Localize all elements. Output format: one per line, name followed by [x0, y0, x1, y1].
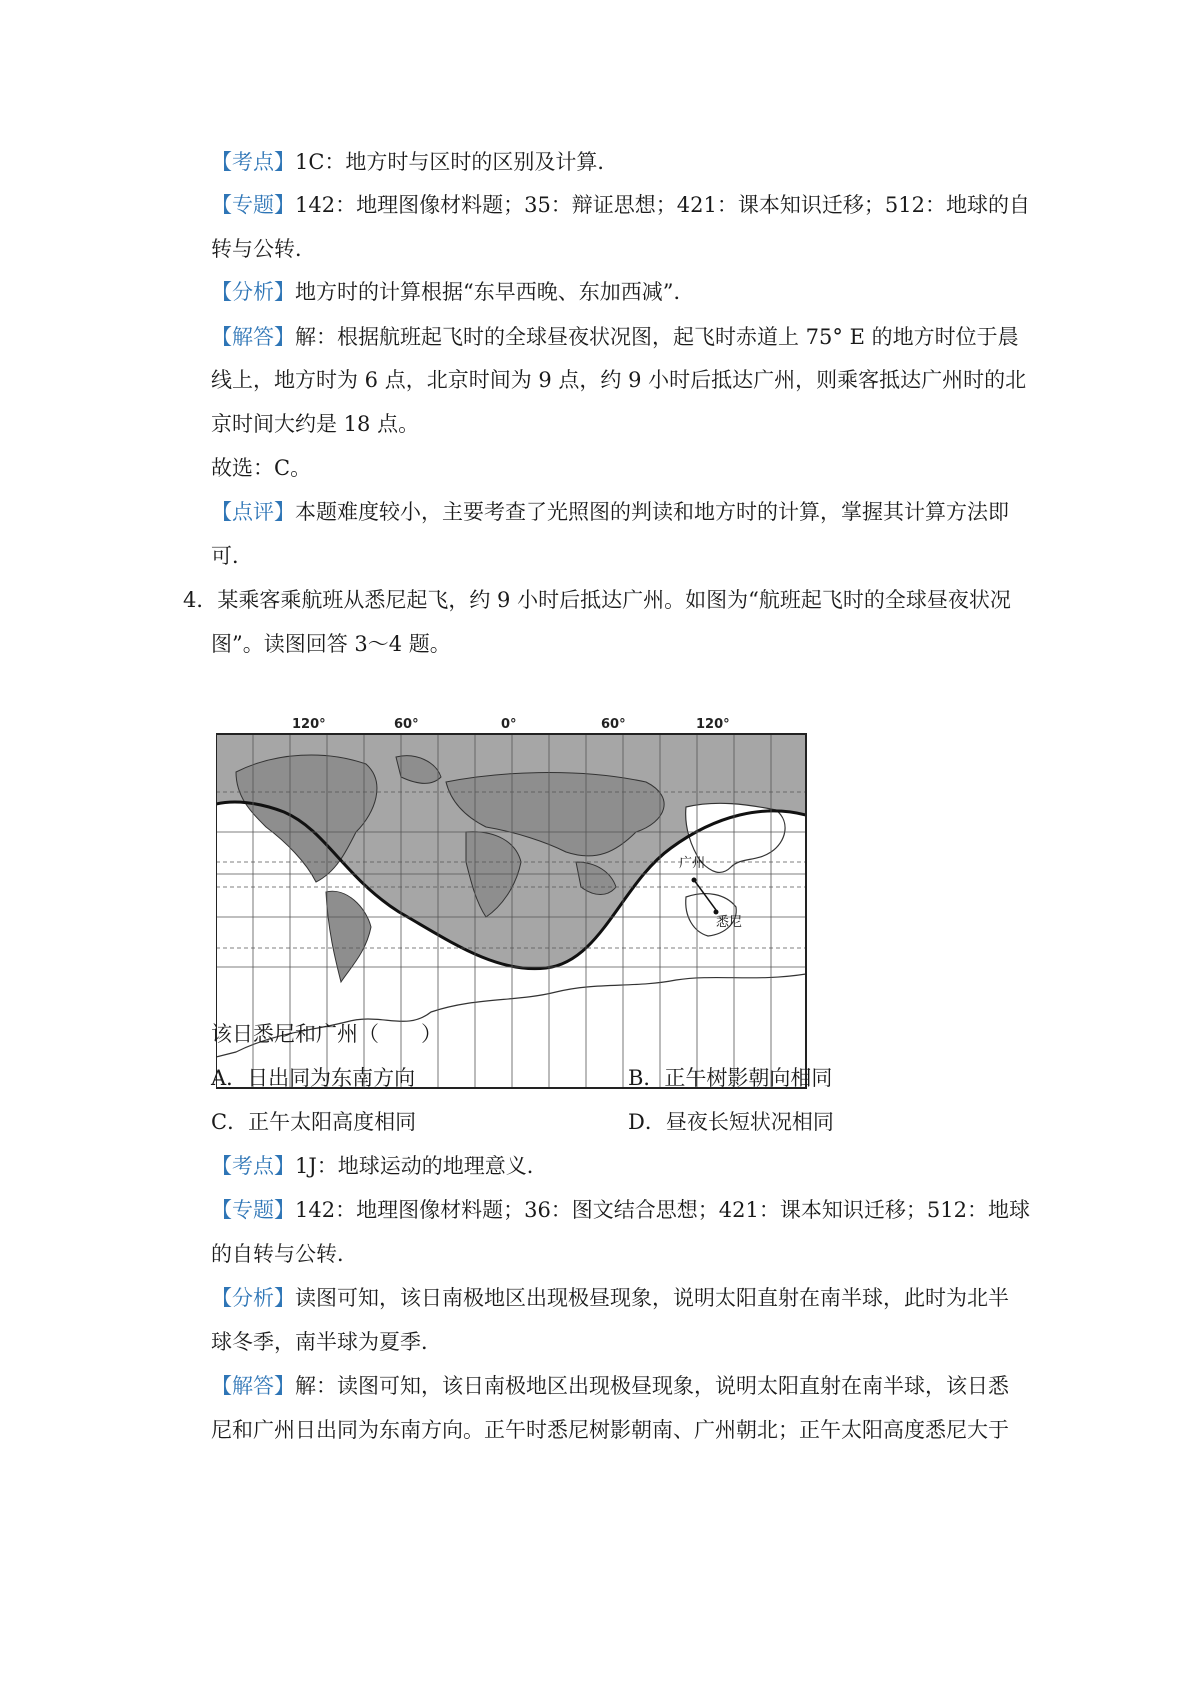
explain-jieda-line-1	[211, 1370, 1009, 1400]
option-d[interactable]: D．昼夜长短状况相同	[628, 1110, 834, 1134]
lon-label: 120°	[292, 717, 326, 732]
answer-line: 故选：C。	[211, 456, 312, 480]
question-stem: 该日悉尼和广州（ ）	[211, 1022, 442, 1046]
explain-zhuanti-tag: 【专题】	[211, 1198, 295, 1222]
fenxi-line	[211, 276, 694, 306]
explain-kaodian-tag: 【考点】	[211, 1154, 295, 1178]
kaodian-line	[211, 146, 618, 176]
kaodian-tag: 【考点】	[211, 150, 295, 174]
dianping-line-2: 可．	[211, 544, 253, 568]
zhuanti-line-2: 转与公转．	[211, 237, 316, 261]
explain-fenxi-tag: 【分析】	[211, 1286, 295, 1310]
explain-jieda-tag: 【解答】	[211, 1374, 295, 1398]
option-c[interactable]: C．正午太阳高度相同	[211, 1110, 417, 1134]
jieda-line-3: 京时间大约是 18 点。	[211, 412, 420, 436]
explain-kaodian-text: 1J：地球运动的地理意义．	[295, 1154, 548, 1178]
option-a[interactable]: A．日出同为东南方向	[211, 1066, 416, 1090]
question-line-1	[183, 584, 1011, 614]
jieda-line-1	[211, 321, 1019, 351]
kaodian-text: 1C：地方时与区时的区别及计算．	[295, 150, 619, 174]
dianping-line-1	[211, 496, 1009, 526]
dianping-text-1: 本题难度较小，主要考查了光照图的判读和地方时的计算，掌握其计算方法即	[295, 500, 1009, 524]
jieda-line-2: 线上，地方时为 6 点，北京时间为 9 点，约 9 小时后抵达广州，则乘客抵达广州时的北	[211, 368, 1027, 392]
explain-zhuanti-text-1: 142：地理图像材料题；36：图文结合思想；421：课本知识迁移；512：地球	[295, 1198, 1030, 1222]
lon-label: 120°	[696, 717, 730, 732]
fenxi-tag: 【分析】	[211, 280, 295, 304]
zhuanti-text-1: 142：地理图像材料题；35：辩证思想；421：课本知识迁移；512：地球的自	[295, 193, 1030, 217]
question-number: 4．	[183, 588, 218, 612]
lon-label: 60°	[601, 717, 626, 732]
explain-jieda-line-2: 尼和广州日出同为东南方向。正午时悉尼树影朝南、广州朝北；正午太阳高度悉尼大于	[211, 1418, 1009, 1442]
zhuanti-line-1	[211, 189, 1030, 219]
sydney-label: 悉尼	[716, 915, 743, 930]
jieda-tag: 【解答】	[211, 325, 295, 349]
dianping-tag: 【点评】	[211, 500, 295, 524]
explain-kaodian-line	[211, 1150, 548, 1180]
explain-fenxi-line-2: 球冬季，南半球为夏季．	[211, 1330, 442, 1354]
zhuanti-tag: 【专题】	[211, 193, 295, 217]
jieda-text-1: 解：根据航班起飞时的全球昼夜状况图，起飞时赤道上 75° E 的地方时位于晨	[295, 325, 1019, 349]
explain-jieda-text-1: 解：读图可知，该日南极地区出现极昼现象，说明太阳直射在南半球，该日悉	[295, 1374, 1009, 1398]
guangzhou-label: 广州	[679, 856, 706, 871]
explain-fenxi-line-1	[211, 1282, 1009, 1312]
lon-label: 60°	[394, 717, 419, 732]
lon-label: 0°	[501, 717, 517, 732]
question-text-1: 某乘客乘航班从悉尼起飞，约 9 小时后抵达广州。如图为“航班起飞时的全球昼夜状况	[217, 588, 1011, 612]
sydney-marker	[714, 910, 719, 915]
explain-zhuanti-line-1	[211, 1194, 1030, 1224]
explain-zhuanti-line-2: 的自转与公转．	[211, 1242, 358, 1266]
option-b[interactable]: B．正午树影朝向相同	[628, 1066, 833, 1090]
explain-fenxi-text-1: 读图可知，该日南极地区出现极昼现象，说明太阳直射在南半球，此时为北半	[295, 1286, 1009, 1310]
fenxi-text: 地方时的计算根据“东早西晚、东加西减”．	[295, 280, 695, 304]
question-line-2: 图”。读图回答 3～4 题。	[211, 632, 451, 656]
